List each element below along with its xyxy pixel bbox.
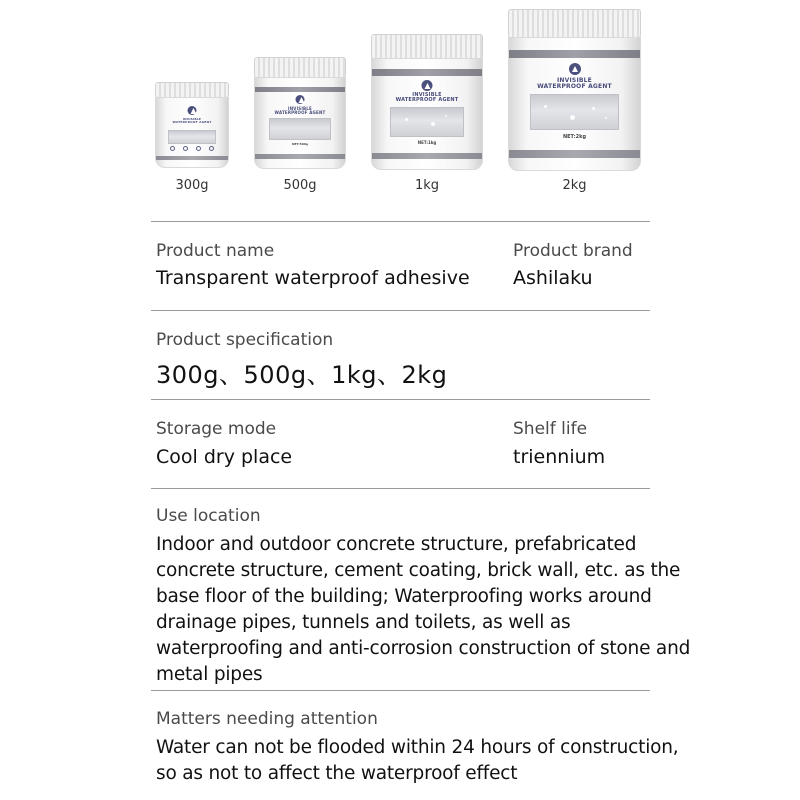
shelf-life-label: Shelf life — [513, 419, 588, 439]
size-label-1kg: 1kg — [414, 178, 440, 193]
use-location-value: Indoor and outdoor concrete structure, prefabricated concrete structure, cement coating, brick wall, etc. as the base floor of the building; Waterproofing works around drainage pipes, tunnels and toilets, as well as waterproofing and anti-corrosion construction of stone and metal pipes — [156, 534, 691, 685]
product-jar-2kg — [508, 9, 641, 171]
size-label-500g: 500g — [283, 178, 317, 193]
jar-1kg-net: NET:1kg — [417, 140, 437, 145]
product-brand-label: Product brand — [513, 241, 633, 261]
product-specification-value: 300g、500g、1kg、2kg — [156, 361, 448, 389]
jar-2kg-label: INVISIBLE WATERPROOF AGENT — [537, 77, 612, 91]
use-location-label: Use location — [156, 506, 261, 526]
product-name-label: Product name — [156, 241, 275, 261]
divider — [151, 310, 650, 311]
shelf-life-value: triennium — [513, 446, 606, 468]
product-name-value: Transparent waterproof adhesive — [156, 267, 470, 289]
divider — [151, 690, 650, 691]
product-brand-value: Ashilaku — [513, 267, 593, 289]
jar-1kg-label: INVISIBLE WATERPROOF AGENT — [395, 92, 459, 104]
jar-2kg-net: NET:2kg — [562, 134, 587, 140]
storage-mode-value: Cool dry place — [156, 446, 293, 468]
product-jar-300g: INVISIBLE WATERPROOF AGENT — [155, 82, 229, 168]
attention-label: Matters needing attention — [156, 709, 378, 729]
size-label-300g: 300g — [175, 178, 209, 193]
attention-value: Water can not be flooded within 24 hours of construction, so as not to affect the waterproof effect — [156, 737, 679, 784]
divider — [151, 399, 650, 400]
divider — [151, 221, 650, 222]
divider — [151, 488, 650, 489]
size-label-2kg: 2kg — [562, 178, 587, 193]
product-jar-1kg — [371, 34, 483, 170]
product-jar-500g: INVISIBLE WATERPROOF AGENT NET:500g — [254, 57, 346, 169]
product-specification-label: Product specification — [156, 330, 334, 350]
storage-mode-label: Storage mode — [156, 419, 277, 439]
